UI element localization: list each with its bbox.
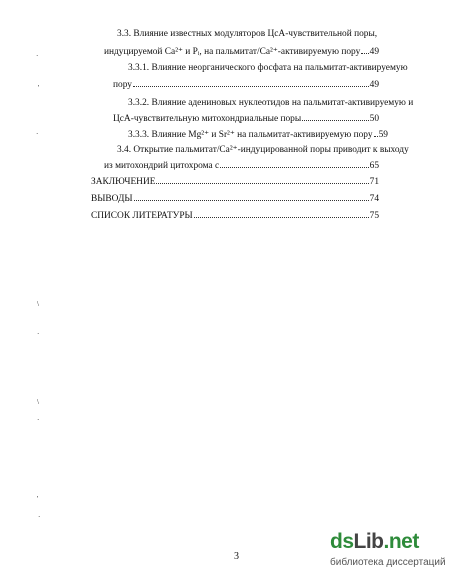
toc-entry-3-3-3[interactable]: [128, 128, 388, 141]
logo-net: .net: [383, 530, 419, 553]
toc-page-number: 71: [369, 177, 379, 187]
toc-page-number: 59: [378, 130, 388, 140]
toc-page-number: 49: [369, 47, 379, 57]
toc-entry-label: ВЫВОДЫ: [91, 194, 133, 204]
toc-entry-3-3-3-label: 3.3.3. Влияние Mg²⁺ и Sr²⁺ на пальмитат-активируемую пору: [128, 130, 373, 140]
toc-entry-3-3-2[interactable]: [113, 112, 379, 125]
toc-entry-label: СПИСОК ЛИТЕРАТУРЫ: [91, 211, 193, 221]
leader-dots: [134, 192, 369, 201]
toc-entry-3-3-2-line1: 3.3.2. Влияние адениновых нуклеотидов на пальмитат-активируемую и: [128, 98, 414, 108]
toc-entry-3-3-line1: 3.3. Влияние известных модуляторов ЦсА-чувствительной поры,: [117, 29, 378, 39]
toc-entry-3-3-line2: индуцируемой Ca²⁺ и Pᵢ, на пальмитат/Ca²⁺-активируемую пору: [104, 47, 361, 57]
dslib-logo: [330, 530, 419, 554]
logo-ds: ds: [330, 530, 354, 553]
leader-dots: [374, 128, 378, 137]
toc-entry-3-3-1-line2: пору: [113, 80, 132, 90]
scan-mark: ': [38, 84, 40, 92]
scan-mark: ·: [37, 330, 40, 338]
leader-dots: [361, 45, 368, 54]
toc-entry-3-4[interactable]: [104, 159, 379, 172]
toc-entry-3-3[interactable]: [104, 45, 379, 58]
toc-page-number: 75: [369, 211, 379, 221]
scan-mark: ·: [38, 513, 41, 521]
dslib-watermark: [330, 530, 448, 578]
toc-entry-references[interactable]: [91, 209, 379, 222]
leader-dots: [156, 175, 368, 184]
toc-entry-conclusion[interactable]: [91, 175, 379, 188]
toc-page-number: 49: [369, 80, 379, 90]
leader-dots: [220, 159, 368, 168]
watermark-tagline: библиотека диссертаций: [330, 557, 446, 568]
logo-lib: Lib: [353, 530, 384, 553]
scan-mark: ': [37, 495, 39, 503]
toc-entry-3-4-line2: из митохондрий цитохрома с: [104, 161, 220, 171]
leader-dots: [194, 209, 369, 218]
toc-page-number: 74: [369, 194, 379, 204]
scan-mark: ·: [37, 416, 40, 424]
toc-entry-3-3-1[interactable]: [113, 78, 379, 91]
scan-mark: \: [37, 398, 39, 406]
scan-mark: ·: [36, 52, 39, 60]
page-number: 3: [234, 551, 239, 562]
scan-mark: \: [37, 300, 39, 308]
scan-mark: ·: [36, 130, 39, 138]
leader-dots: [302, 112, 368, 121]
toc-page-number: 50: [369, 114, 379, 124]
toc-entry-3-3-2-line2: ЦсА-чувствительную митохондриальные поры: [113, 114, 302, 124]
toc-entry-findings[interactable]: [91, 192, 379, 205]
toc-page-number: 65: [369, 161, 379, 171]
toc-entry-3-4-line1: 3.4. Открытие пальмитат/Ca²⁺-индуцированной поры приводит к выходу: [117, 145, 409, 155]
toc-entry-label: ЗАКЛЮЧЕНИЕ: [91, 177, 156, 187]
leader-dots: [133, 78, 369, 87]
toc-entry-3-3-1-line1: 3.3.1. Влияние неорганического фосфата на пальмитат-активируемую: [128, 63, 408, 73]
